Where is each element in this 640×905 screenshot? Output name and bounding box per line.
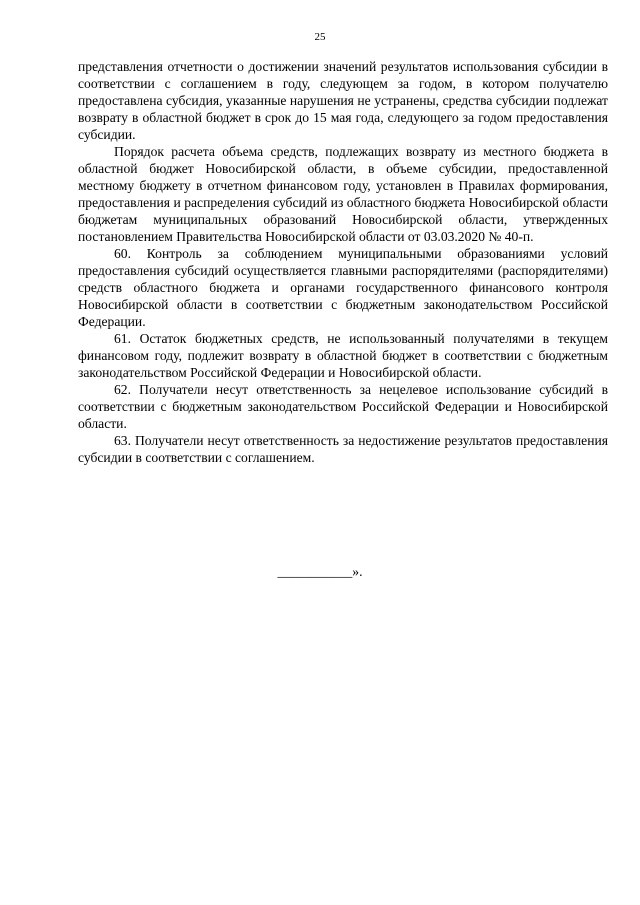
paragraph-item-61: 61. Остаток бюджетных средств, не использованный получателями в текущем финансовом году, подлежит возврату в областной бюджет в соответствии с бюджетным законодательством Российской Федерации и Новосибирской области. — [78, 331, 608, 380]
paragraph-item-63: 63. Получатели несут ответственность за недостижение результатов предоставления субсидии в соответствии с соглашением. — [78, 433, 608, 465]
paragraph-item-62: 62. Получатели несут ответственность за нецелевое использование субсидий в соответствии с бюджетным законодательством Российской Федерации и Новосибирской области. — [78, 382, 608, 431]
document-body — [78, 58, 608, 466]
page-number: 25 — [314, 31, 326, 43]
closing-mark: ___________». — [277, 564, 363, 579]
paragraph-continuation: представления отчетности о достижении значений результатов использования субсидии в соответствии с соглашением в году, следующем за годом, в котором получателю предоставлена субсидия, указанные нарушения не устранены, средства субсидии подлежат возврату в областной бюджет в срок до 15 мая года, следующего за годом предоставления субсидии. — [78, 59, 608, 142]
paragraph-item-60: 60. Контроль за соблюдением муниципальными образованиями условий предоставления субсидий осуществляется главными распорядителями (распорядителями) средств областного бюджета и органами государственного финансового контроля Новосибирской области в соответствии с бюджетным законодательством Российской Федерации. — [78, 246, 608, 329]
paragraph-calculation-procedure: Порядок расчета объема средств, подлежащих возврату из местного бюджета в областной бюджет Новосибирской области, в объеме субсидии, предоставленной местному бюджету в отчетном финансовом году, установлен в Правилах формирования, предоставления и распределения субсидий из областного бюджета Новосибирской области бюджетам муниципальных образований Новосибирской области, утвержденных постановлением Правительства Новосибирской области от 03.03.2020 № 40-п. — [78, 144, 608, 244]
